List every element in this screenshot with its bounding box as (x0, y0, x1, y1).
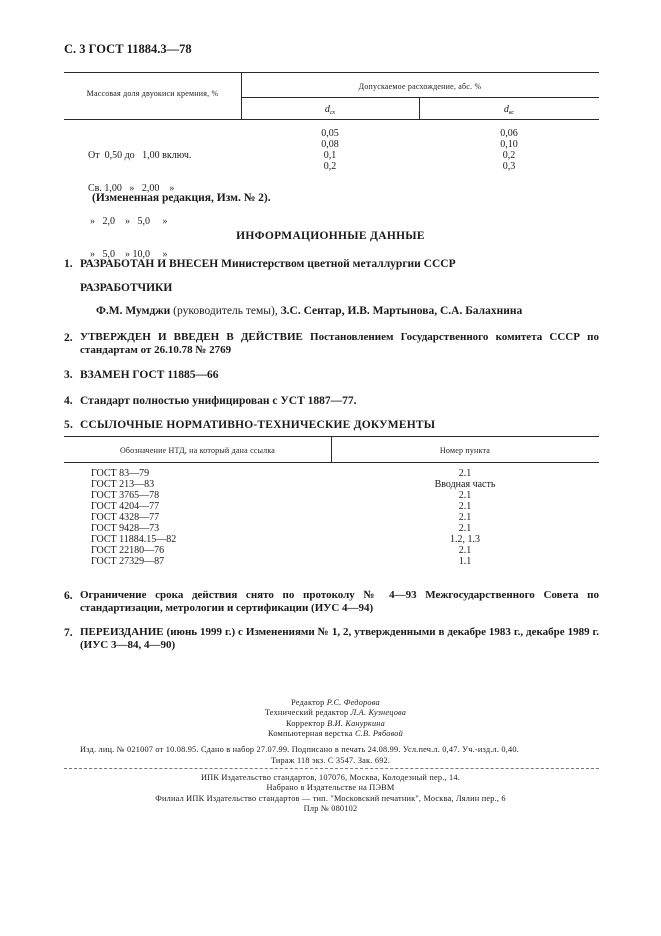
table-column-values: 0,06 0,10 0,2 0,3 (500, 128, 518, 172)
developers-list: Ф.М. Мумджи (руководитель темы), З.С. Сентар, И.В. Мартынова, С.А. Балахнина (96, 305, 523, 317)
item-number: 6. (64, 590, 73, 602)
table-rule (64, 119, 599, 120)
table-column-docs: ГОСТ 83—79 ГОСТ 213—83 ГОСТ 3765—78 ГОСТ 4204—77 ГОСТ 4328—77 ГОСТ 9428—73 ГОСТ 11884.15—82 ГОСТ 22180—76 ГОСТ 27329—87 (91, 468, 177, 567)
column-header: Массовая доля двуокиси кремния, % (86, 89, 219, 98)
amendment-note: (Измененная редакция, Изм. № 2). (92, 192, 271, 204)
info-item-3: 3. ВЗАМЕН ГОСТ 11885—66 (64, 369, 219, 381)
item-number: 2. (64, 332, 73, 344)
table-rule (64, 462, 599, 463)
info-item-7: ПЕРЕИЗДАНИЕ (июнь 1999 г.) с Изменениями № 1, 2, утвержденными в декабре 1983 г., декабре 1989 г. (ИУС 3—84, 4—90) (80, 626, 599, 651)
table-rule (64, 72, 599, 73)
info-item-2: УТВЕРЖДЕН И ВВЕДЕН В ДЕЙСТВИЕ Постановлением Государственного комитета СССР по стандартам от 26.10.78 № 2769 (80, 331, 599, 356)
info-item-5: 5. ССЫЛОЧНЫЕ НОРМАТИВНО-ТЕХНИЧЕСКИЕ ДОКУМЕНТЫ (64, 419, 436, 431)
column-header: Номер пункта (439, 446, 491, 455)
info-item-4: 4. Стандарт полностью унифицирован с УСТ 1887—77. (64, 395, 357, 407)
table-row: От 0,50 до 1,00 включ. Св. 1,00 » 2,00 » » 2,0 » 5,0 » » 5,0 » 10,0 » (88, 150, 192, 260)
info-item-6: Ограничение срока действия снято по протоколу № 4—93 Межгосударственного Совета по стандартизации, метрологии и сертификации (ИУС 4—94) (80, 589, 599, 614)
column-header: Допускаемое расхождение, абс. % (358, 82, 482, 91)
table-column-values: 0,05 0,08 0,1 0,2 (321, 128, 339, 172)
imprint-divider (64, 768, 599, 769)
section-title: ИНФОРМАЦИОННЫЕ ДАННЫЕ (236, 230, 425, 242)
column-subheader: $d_{вс}$ (503, 104, 515, 116)
imprint-credits: Редактор Р.С. Федорова Технический редактор Л.А. Кузнецова Корректор В.И. Кануркина Компьютерная верстка С.В. Рябовой (264, 698, 407, 738)
imprint-print-data: Изд. лиц. № 021007 от 10.08.95. Сдано в набор 27.07.99. Подписано в печать 24.08.99. Усл.печ.л. 0,47. Уч.-изд.л. 0,40. (80, 745, 520, 754)
page-header: С. 3 ГОСТ 11884.3—78 (64, 42, 192, 56)
info-item-1: 1. РАЗРАБОТАН И ВНЕСЕН Министерством цветной металлургии СССР (64, 258, 456, 270)
table-rule (241, 97, 599, 98)
column-header: Обозначение НТД, на который дана ссылка (119, 446, 276, 455)
table-column-clauses: 2.1 Вводная часть 2.1 2.1 2.1 2.1 1.2, 1.3 2.1 1.1 (434, 468, 496, 567)
developers-label: РАЗРАБОТЧИКИ (80, 282, 173, 294)
item-number: 7. (64, 627, 73, 639)
imprint-publisher: ИПК Издательство стандартов, 107076, Москва, Колодезный пер., 14. Набрано в Издательстве на ПЭВМ Филиал ИПК Издательство стандартов — тип. "Московский печатник", Москва, Лялин пер., 6 Плр № 080102 (155, 773, 506, 813)
imprint-run: Тираж 118 экз. С 3547. Зак. 692. (270, 756, 391, 765)
column-subheader: $d_{сх}$ (324, 104, 336, 116)
